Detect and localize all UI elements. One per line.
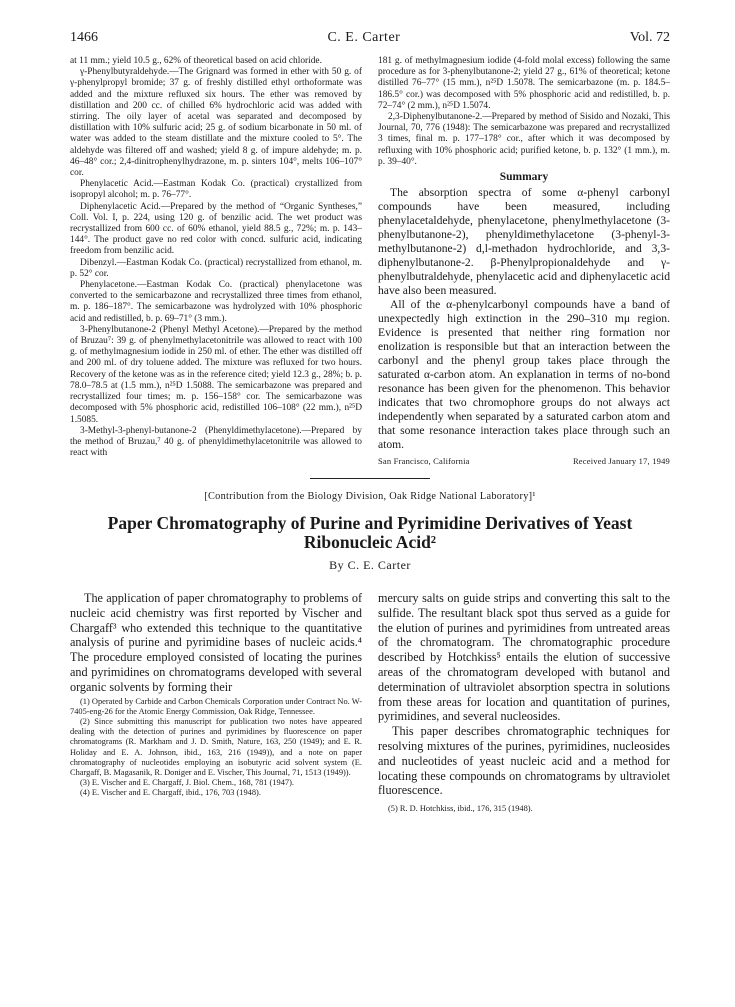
paragraph: This paper describes chromatographic techniques for resolving mixtures of the purines, pyrimidines, nucleosides and nucleotides of yeast nucleic acid and a method for locating these compounds on chromatograms by ultraviolet fluorescence. [378, 724, 670, 798]
paragraph: 3-Phenylbutanone-2 (Phenyl Methyl Acetone).—Prepared by the method of Bruzau⁷: 39 g. of phenylmethylacetonitrile was allowed to react with 100 g. of methylmagnesium iodide in 250 ml. of ether. The ether was distilled off and 200 ml. of dry toluene added. The mixture was refluxed for two hours. Recovery of the ketone was as in the reference cited; yield 12.3 g., 28%; b. p. 78.0–78.5 at (1.5 mm.), n²⁵D 1.5088. The semicarbazone was prepared and recrystallized four times; m. p. 156–158° cor. The semicarbazone was decomposed with 5% phosphoric acid, redistilled 106–108° (22 mm.), n²⁵D 1.5085. [70, 324, 362, 425]
article-title: Paper Chromatography of Purine and Pyrimidine Derivatives of Yeast Ribonucleic Acid² [107, 513, 633, 553]
footnote: (4) E. Vischer and E. Chargaff, ibid., 176, 703 (1948). [80, 788, 261, 798]
paragraph: The absorption spectra of some α-phenyl carbonyl compounds have been measured, including phenylacetaldehyde, phenylacetone, phenylmethylacetone (3-phenylbutanone-2), phenyldimethylacetone (3-phenyl-3-methylbutanone-2) d,l-methadon hydrochloride, and 3,3-diphenylbutanone-2. β-Phenylpropionaldehyde and γ-phenylbutraldehyde, phenylacetic acid and diphenylacetic acid have also been measured. [378, 186, 670, 298]
footnotes [70, 697, 362, 799]
paragraph: mercury salts on guide strips and converting this salt to the sulfide. The resultant black spot thus served as a guide for the elution of purines and pyrimidines from untreated areas of the chromatogram. The chromatographic procedure described by Hotchkiss⁵ entails the elution of successive areas of the chromatogram developed with butanol and determination of ultraviolet absorption spectra in solutions from these areas for location and quantitation of purines, pyrimidines, and several nucleosides. [378, 591, 670, 724]
section-divider [310, 478, 430, 479]
footnote: (2) Since submitting this manuscript for publication two notes have appeared dealing with the detection of purines and pyrimidines by fluorescence on paper chromatograms (R. Markham and J. D. Smith, Nature, 163, 250 (1949); and E. R. Holiday and E. A. Johnson, ibid., 163, 216 (1949)), and a note on paper chromatography of nucleotides employing an isobutyric acid solvent system (E. Chargaff, B. Magasanik, R. Doniger and E. Vischer, This Journal, 71, 1513 (1949)). [70, 717, 362, 778]
byline: By C. E. Carter [329, 558, 411, 573]
signature [378, 456, 670, 466]
prev-article-right-column [378, 56, 670, 466]
footnotes [378, 804, 670, 814]
footnote: (3) E. Vischer and E. Chargaff, J. Biol. Chem., 168, 781 (1947). [80, 778, 294, 788]
paragraph: γ-Phenylbutyraldehyde.—The Grignard was formed in ether with 50 g. of γ-phenylpropyl bromide; 37 g. of freshly distilled ethyl orthoformate was added and the mixture refluxed six hours. The ether was removed by distillation and 200 cc. of chilled 6% hydrochloric acid was added with stirring. The oily layer of acetal was separated and decomposed by distillation with 10% sulfuric acid; 25 g. of sodium bicarbonate in 50 ml. of water was added to the steam distillate and the mixture cooled to 5°. The aldehyde was filtered off and washed; yield 8 g. of impure aldehyde; m. p. 46–48° cor.; 2,4-dinitrophenylhydrazone, m. p. sinters 104°, melts 106–107° cor. [70, 67, 362, 179]
running-header [70, 30, 670, 46]
signature-place: San Francisco, California [378, 456, 470, 467]
paragraph: Diphenylacetic Acid.—Prepared by the method of “Organic Syntheses,” Coll. Vol. I, p. 224, using 120 g. of benzilic acid. The wet product was recrystallized from 600 cc. of 60% ethanol, yield 88.5 g., 72%; m. p. 143–144°. The product gave no red color with concd. sulfuric acid, indicating freedom from benzilic acid. [70, 201, 362, 257]
paragraph: 2,3-Diphenylbutanone-2.—Prepared by method of Sisido and Nozaki, This Journal, 70, 776 (1948): The semicarbazone was prepared and recrystallized 3 times, final m. p. 177–178° cor., after which it was decomposed by refluxing with 10% phosphoric acid; purified ketone, b. p. 132° (1 mm.), m. p. 39–40°. [378, 112, 670, 167]
footnote: (5) R. D. Hotchkiss, ibid., 176, 315 (1948). [388, 804, 533, 814]
summary-heading: Summary [499, 171, 549, 184]
summary [378, 186, 670, 452]
prev-article-columns [70, 56, 670, 466]
paragraph: at 11 mm.; yield 10.5 g., 62% of theoretical based on acid chloride. [70, 56, 322, 66]
article-columns [70, 591, 670, 814]
footnote: (1) Operated by Carbide and Carbon Chemicals Corporation under Contract No. W-7405-eng-26 for the Atomic Energy Commission, Oak Ridge, Tennessee. [70, 696, 362, 716]
article-left-column [70, 591, 362, 814]
paragraph: 3-Methyl-3-phenyl-butanone-2 (Phenyldimethylacetone).—Prepared by the method of Bruzau,⁷ 40 g. of phenyldimethylacetonitrile was allowed to react with [70, 425, 362, 459]
paragraph: Phenylacetone.—Eastman Kodak Co. (practical) phenylacetone was converted to the semicarbazone and recrystallized three times from ethanol, m. p. 186–187°. The semicarbazone was hydrolyzed with 10% phosphoric acid and redistilled, b. p. 69–71° (3 mm.). [70, 280, 362, 324]
volume: Vol. 72 [629, 30, 670, 45]
running-author: C. E. Carter [327, 30, 401, 45]
page [70, 30, 670, 814]
page-number: 1466 [70, 30, 98, 45]
paragraph: The application of paper chromatography to problems of nucleic acid chemistry was first reported by Vischer and Chargaff³ who extended this technique to the quantitative analysis of purine and pyrimidine bases of nucleic acids.⁴ The procedure employed consisted of locating the purines and pyrimidines on chromatograms developed with several organic solvents by forming their [70, 591, 362, 694]
prev-article-left-column [70, 56, 362, 466]
paragraph: 181 g. of methylmagnesium iodide (4-fold molal excess) following the same procedure as for 3-phenylbutanone-2; yield 27 g., 61% of theoretical; ketone distilled 76–77° (15 mm.), n²⁵D 1.5078. The semicarbazone (m. p. 184.5–186.5° cor.) was decomposed with 5% phosphoric acid and redistilled, b. p. 72–74° (2 mm.), n²⁵D 1.5074. [378, 56, 670, 111]
paragraph: Dibenzyl.—Eastman Kodak Co. (practical) recrystallized from ethanol, m. p. 52° cor. [70, 257, 362, 279]
signature-received: Received January 17, 1949 [572, 456, 670, 467]
paragraph: Phenylacetic Acid.—Eastman Kodak Co. (practical) crystallized from isopropyl alcohol; m. p. 76–77°. [70, 179, 362, 201]
contribution-line: [Contribution from the Biology Division, Oak Ridge National Laboratory]¹ [204, 491, 536, 503]
paragraph: All of the α-phenylcarbonyl compounds have a band of unexpectedly high extinction in the 290–310 mμ region. Evidence is presented that neither ring formation nor enolization is responsible but that an interaction between the carbonyl and the phenyl group takes place through the saturated α-carbon atom. An explanation in terms of no-bond resonance has been given for the phenomenon. This behavior indicates that two chromophore groups do not always act independently when separated by a saturated carbon atom and that some resonance interaction takes place through such an atom. [378, 298, 670, 452]
article-right-column [378, 591, 670, 814]
